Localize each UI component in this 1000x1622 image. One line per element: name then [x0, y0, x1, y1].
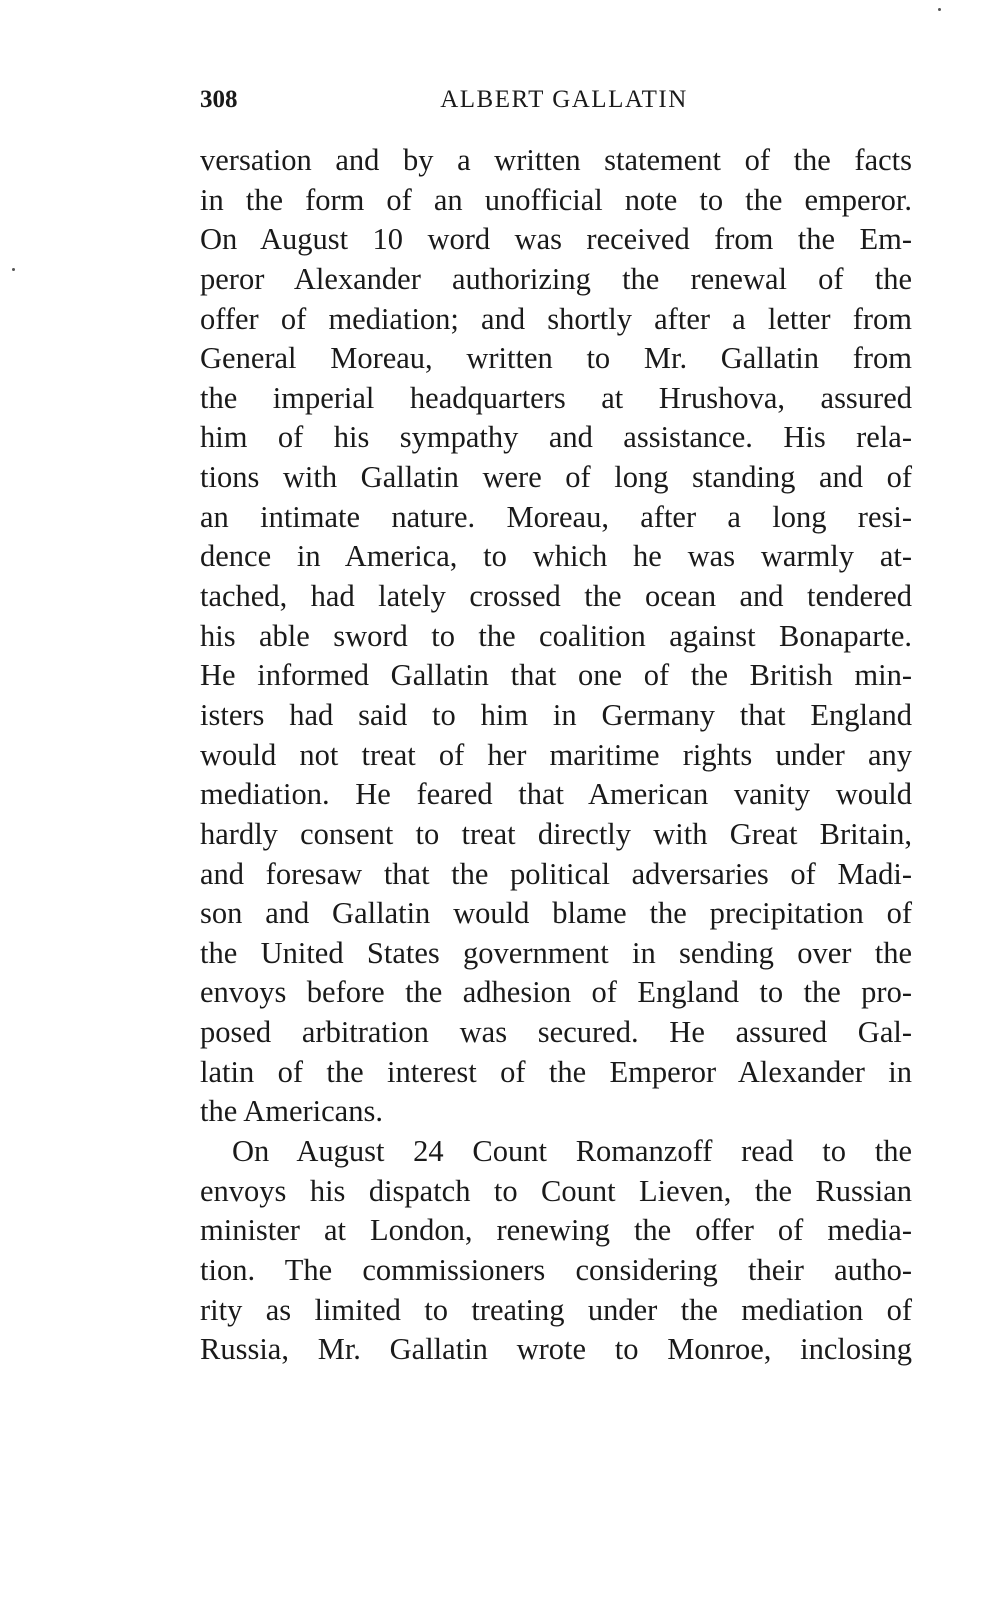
page-number: 308	[200, 86, 238, 113]
text-line: envoys his dispatch to Count Lieven, the Russian	[200, 1173, 912, 1208]
text-line: envoys before the adhesion of England to the pro-	[200, 975, 912, 1010]
text-line: an intimate nature. Moreau, after a long resi-	[200, 499, 912, 534]
text-line: son and Gallatin would blame the precipitation of	[200, 896, 912, 931]
text-line: Russia, Mr. Gallatin wrote to Monroe, inclosing	[200, 1332, 912, 1367]
text-line: and foresaw that the political adversaries of Madi-	[200, 856, 912, 891]
text-line: the Americans.	[200, 1094, 383, 1129]
text-line: General Moreau, written to Mr. Gallatin from	[200, 341, 912, 376]
page-header	[200, 86, 912, 126]
text-line: peror Alexander authorizing the renewal of the	[200, 261, 912, 296]
text-line: tached, had lately crossed the ocean and tendered	[200, 579, 912, 614]
body-text	[200, 141, 912, 1370]
paragraph	[200, 1132, 912, 1370]
text-line: tions with Gallatin were of long standing and of	[200, 460, 912, 495]
text-line: dence in America, to which he was warmly at-	[200, 539, 912, 574]
text-line: would not treat of her maritime rights under any	[200, 737, 912, 772]
text-line: hardly consent to treat directly with Great Britain,	[200, 816, 912, 851]
text-line: versation and by a written statement of the facts	[200, 143, 912, 177]
text-line: On August 24 Count Romanzoff read to the	[232, 1134, 912, 1169]
text-line: him of his sympathy and assistance. His rela-	[200, 420, 912, 455]
text-line: He informed Gallatin that one of the British min-	[200, 658, 912, 693]
text-line: isters had said to him in Germany that England	[200, 697, 912, 732]
running-title: ALBERT GALLATIN	[440, 86, 688, 113]
paragraph	[200, 141, 912, 1132]
scan-speck	[938, 8, 941, 11]
text-line: the United States government in sending over the	[200, 935, 912, 970]
text-line: in the form of an unofficial note to the emperor.	[200, 182, 912, 217]
text-line: latin of the interest of the Emperor Alexander in	[200, 1054, 912, 1089]
scan-speck	[12, 268, 15, 271]
text-line: his able sword to the coalition against Bonaparte.	[200, 618, 912, 653]
text-line: minister at London, renewing the offer of media-	[200, 1213, 912, 1248]
text-line: mediation. He feared that American vanity would	[200, 777, 912, 812]
text-line: posed arbitration was secured. He assured Gal-	[200, 1015, 912, 1050]
text-line: the imperial headquarters at Hrushova, assured	[200, 380, 912, 415]
text-line: tion. The commissioners considering their autho-	[200, 1252, 912, 1287]
text-line: rity as limited to treating under the mediation of	[200, 1292, 912, 1327]
text-line: On August 10 word was received from the Em-	[200, 222, 912, 257]
text-line: offer of mediation; and shortly after a letter from	[200, 301, 912, 336]
